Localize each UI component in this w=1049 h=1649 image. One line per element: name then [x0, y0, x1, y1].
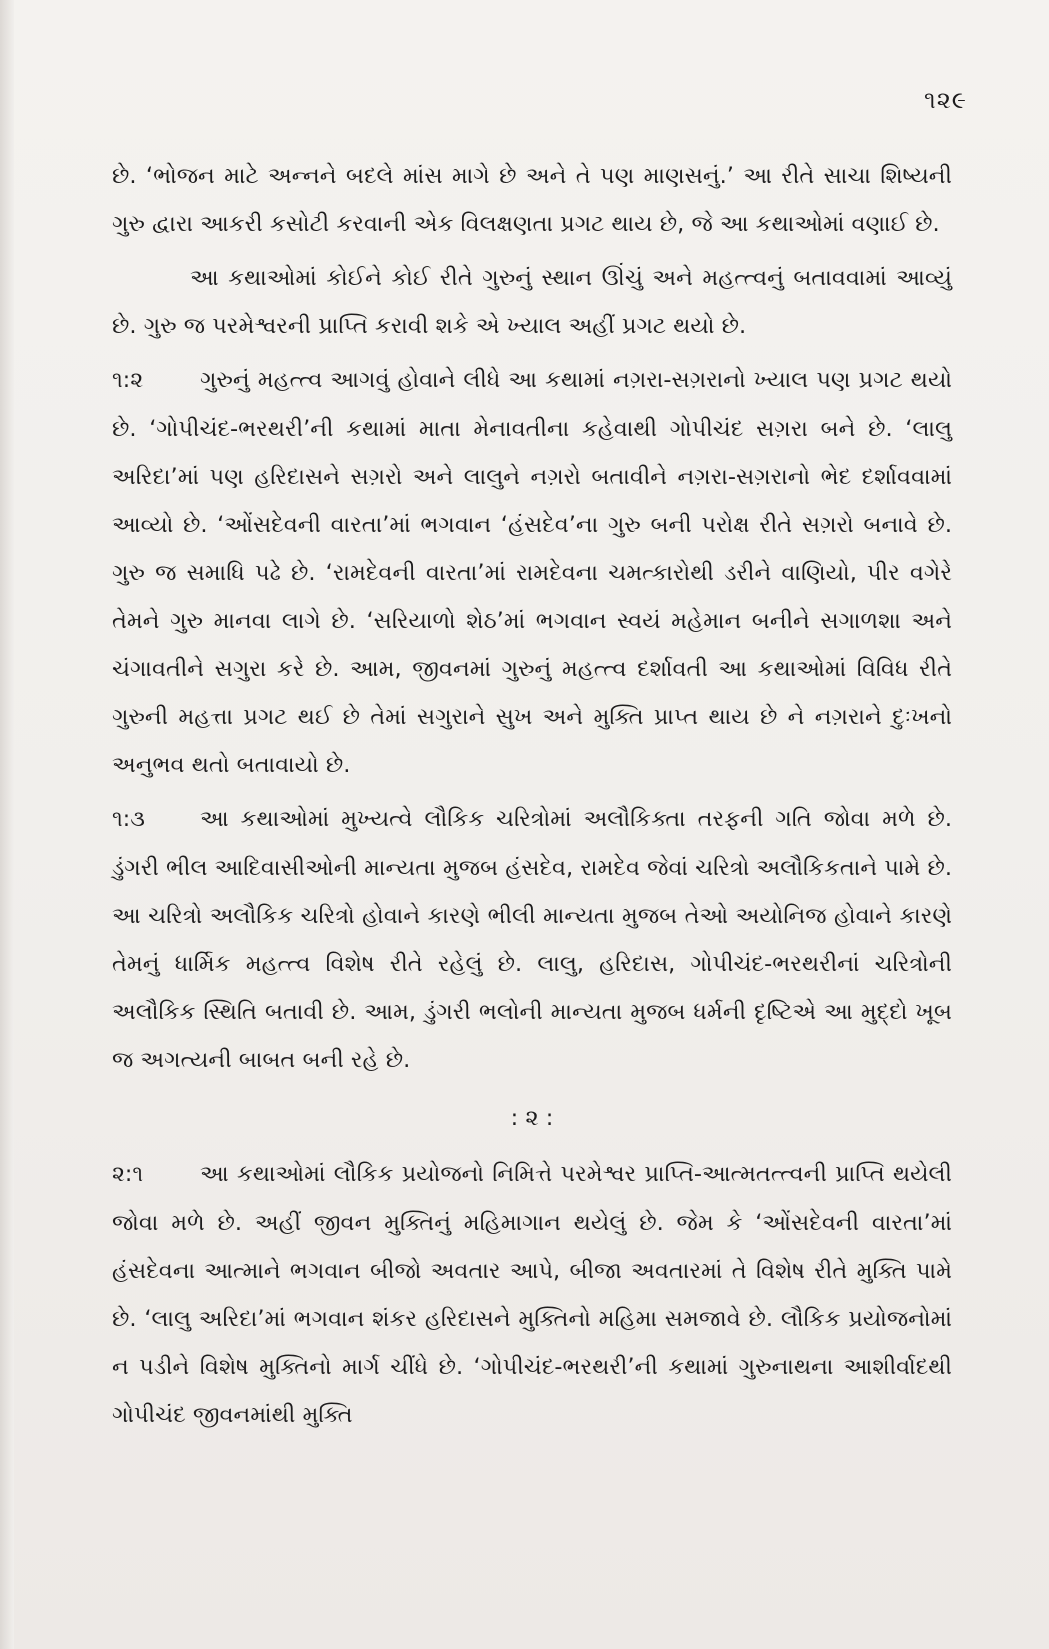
- paragraph-number: ૧:૨: [112, 368, 144, 393]
- paragraph-text: ગુરુનું મહત્ત્વ આગવું હોવાને લીધે આ કથામાં નગ઼રા-સગ઼રાનો ખ્યાલ પણ પ્રગટ થયો છે. ‘ગોપીચંદ-ભરથરી’ની કથામાં માતા મેનાવતીના કહેવાથી ગોપીચંદ સગ઼રા બને છે. ‘લાલુ અરિદા’માં પણ હરિદાસને સગ઼રો અને લાલુને નગ઼રો બતાવીને નગ઼રા-સગ઼રાનો ભેદ દર્શાવવામાં આવ્યો છે. ‘ઓંસદેવની વારતા’માં ભગવાન ‘હંસદેવ’ના ગુરુ બની પરોક્ષ રીતે સગ઼રો બનાવે છે. ગુરુ જ સમાધિ પઢે છે. ‘રામદેવની વારતા’માં રામદેવના ચમત્કારોથી ડરીને વાણિયો, પીર વગેરે તેમને ગુરુ માનવા લાગે છે. ‘સરિયાળો શેઠ’માં ભગવાન સ્વયં મહેમાન બનીને સગાળશા અને ચંગાવતીને સગુરા કરે છે. આમ, જીવનમાં ગુરુનું મહત્ત્વ દર્શાવતી આ કથાઓમાં વિવિધ રીતે ગુરુની મહત્તા પ્રગટ થઈ છે તેમાં સગુરાને સુખ અને મુક્તિ પ્રાપ્ત થાય છે ને નગ઼રાને દુઃખનો અનુભવ થતો બતાવાયો છે.: [112, 367, 952, 778]
- paragraph-number: ૧:૩: [112, 807, 145, 832]
- page-body: [112, 152, 952, 1445]
- paragraph-text: આ કથાઓમાં લૌકિક પ્રયોજનો નિમિત્તે પરમેશ્વર પ્રાપ્તિ-આત્મતત્ત્વની પ્રાપ્તિ થયેલી જોવા મળે છે. અહીં જીવન મુક્તિનું મહિમાગાન થયેલું છે. જેમ કે ‘ઓંસદેવની વારતા’માં હંસદેવના આત્માને ભગવાન બીજો અવતાર આપે, બીજા અવતારમાં તે વિશેષ રીતે મુક્તિ પામે છે. ‘લાલુ અરિદા’માં ભગવાન શંકર હરિદાસને મુક્તિનો મહિમા સમજાવે છે. લૌકિક પ્રયોજનોમાં ન પડીને વિશેષ મુક્તિનો માર્ગ ચીંધે છે. ‘ગોપીચંદ-ભરથરી’ની કથામાં ગુરુનાથના આશીર્વાદથી ગોપીચંદ જીવનમાંથી મુક્તિ: [112, 1161, 952, 1428]
- paragraph-text: આ કથાઓમાં મુખ્યત્વે લૌકિક ચરિત્રોમાં અલૌકિક્તા તરફની ગતિ જોવા મળે છે. ડુંગરી ભીલ આદિવાસીઓની માન્યતા મુજબ હંસદેવ, રામદેવ જેવાં ચરિત્રો અલૌકિકતાને પામે છે. આ ચરિત્રો અલૌકિક ચરિત્રો હોવાને કારણે ભીલી માન્યતા મુજબ તેઓ અયોનિજ હોવાને કારણે તેમનું ધાર્મિક મહત્ત્વ વિશેષ રીતે રહેલું છે. લાલુ, હરિદાસ, ગોપીચંદ-ભરથરીનાં ચરિત્રોની અલૌકિક સ્થિતિ બતાવી છે. આમ, ડુંગરી ભલોની માન્યતા મુજબ ધર્મની દૃષ્ટિએ આ મુદ્દો ખૂબ જ અગત્યની બાબત બની રહે છે.: [112, 806, 952, 1073]
- section-marker: : ૨ :: [510, 1105, 554, 1131]
- paragraph-number: ૨:૧: [112, 1162, 144, 1187]
- paragraph-continuation: છે. ‘ભોજન માટે અન્નને બદલે માંસ માગે છે અને તે પણ માણસનું.’ આ રીતે સાચા શિષ્યની ગુરુ દ્વારા આકરી કસોટી કરવાની એક વિલક્ષણતા પ્રગટ થાય છે, જે આ કથાઓમાં વણાઈ છે.: [112, 163, 952, 237]
- paragraph-guru-importance: આ કથાઓમાં કોઈને કોઈ રીતે ગુરુનું સ્થાન ઊંચું અને મહત્ત્વનું બતાવવામાં આવ્યું છે. ગુરુ જ પરમેશ્વરની પ્રાપ્તિ કરાવી શકે એ ખ્યાલ અહીં પ્રગટ થયો છે.: [112, 265, 952, 339]
- paragraph-1-2: [112, 356, 952, 789]
- page-number: ૧૨૯: [923, 86, 967, 114]
- paragraph-1-3: [112, 795, 952, 1084]
- paragraph-2-1: [112, 1150, 952, 1439]
